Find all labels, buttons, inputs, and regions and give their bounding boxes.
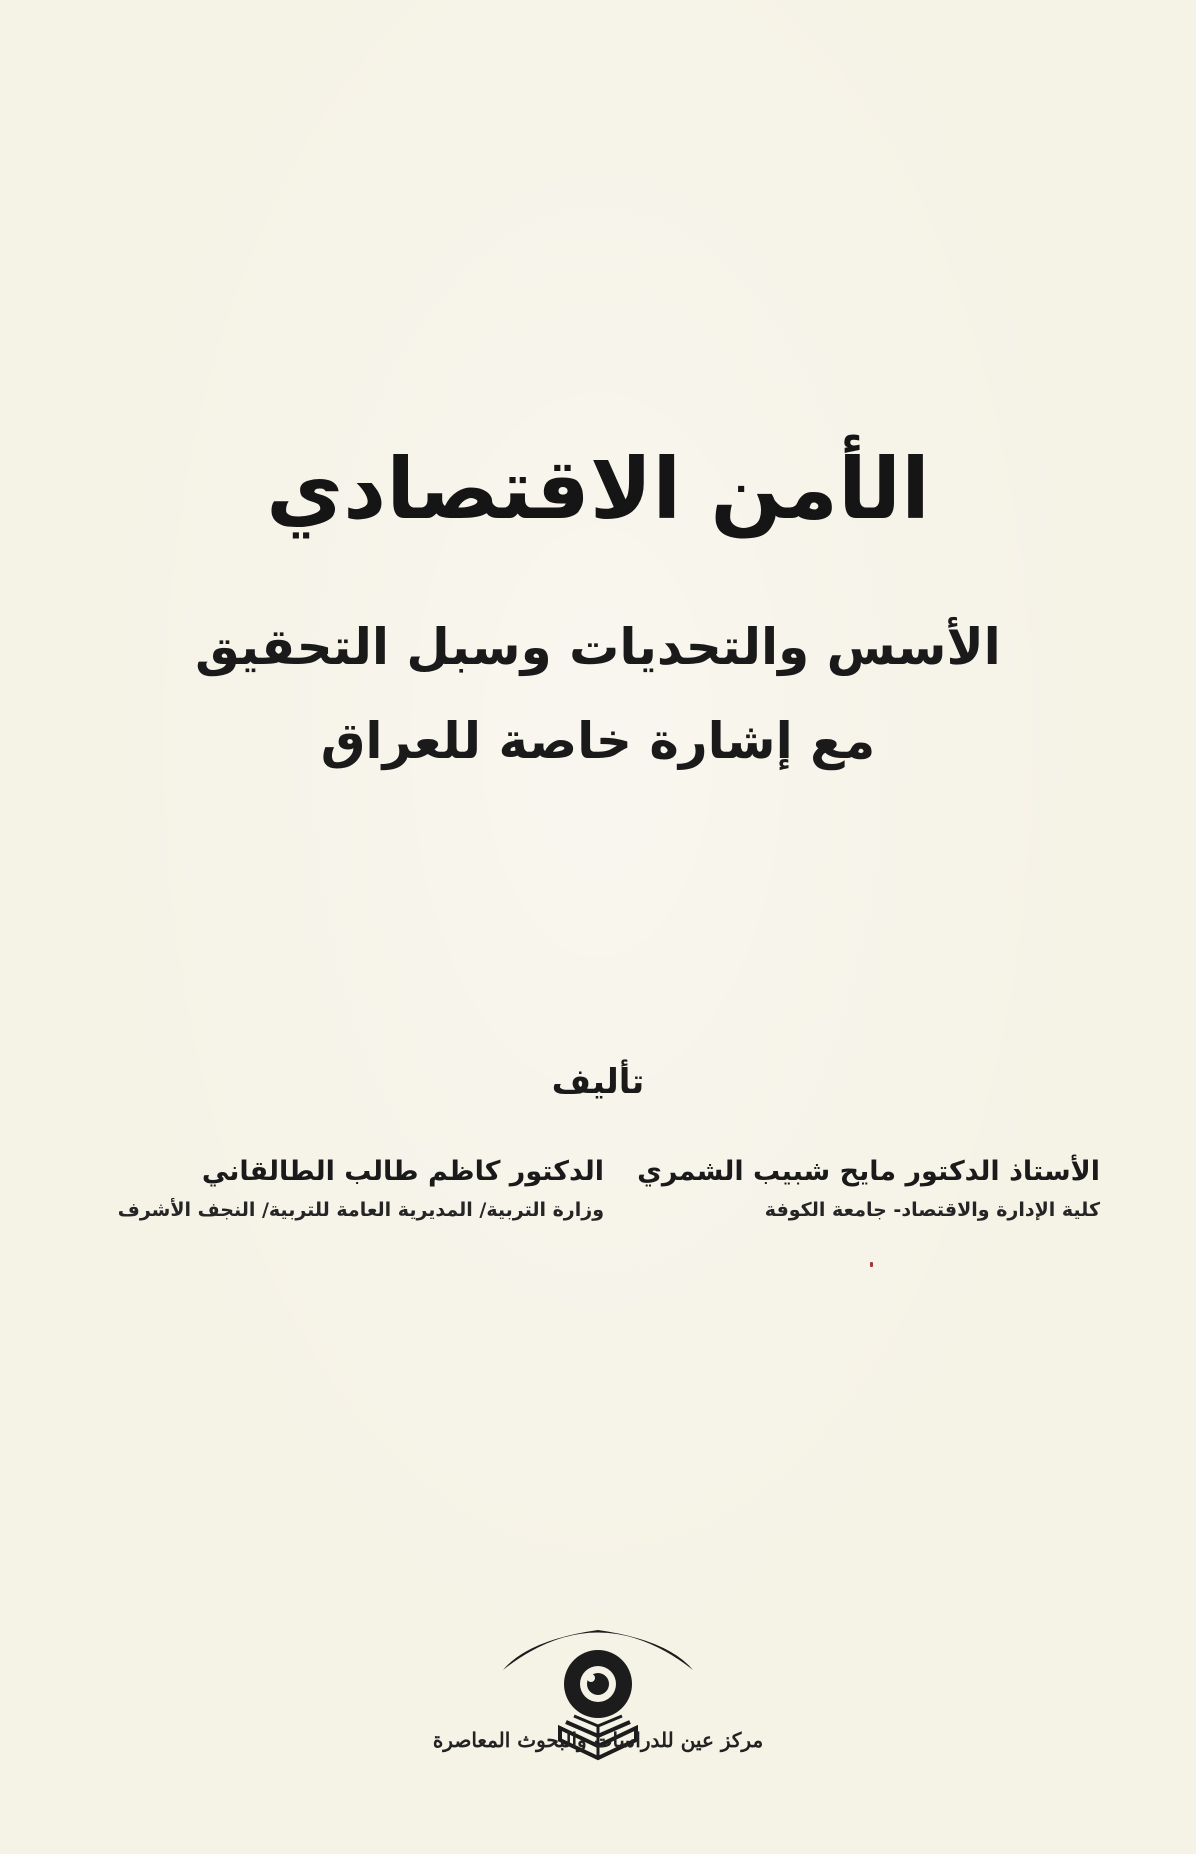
authorship-label: تأليف xyxy=(551,1062,645,1102)
book-subtitle-line1: الأسس والتحديات وسبل التحقيق xyxy=(195,618,1001,676)
author-2-name: الدكتور كاظم طالب الطالقاني xyxy=(201,1156,604,1187)
author-1-affiliation: كلية الإدارة والاقتصاد- جامعة الكوفة xyxy=(764,1199,1100,1221)
eye-book-icon xyxy=(498,1600,698,1810)
author-1 xyxy=(637,1156,1100,1221)
book-subtitle-line2: مع إشارة خاصة للعراق xyxy=(320,712,876,770)
book-title: الأمن الاقتصادي xyxy=(266,440,930,538)
author-2-affiliation: وزارة التربية/ المديرية العامة للتربية/ النجف الأشرف xyxy=(117,1199,604,1221)
ink-speck xyxy=(870,1262,873,1267)
publisher-name: مركز عين للدراسات والبحوث المعاصرة xyxy=(432,1728,764,1752)
author-1-name: الأستاذ الدكتور مايح شبيب الشمري xyxy=(637,1156,1100,1187)
author-2 xyxy=(118,1156,604,1221)
